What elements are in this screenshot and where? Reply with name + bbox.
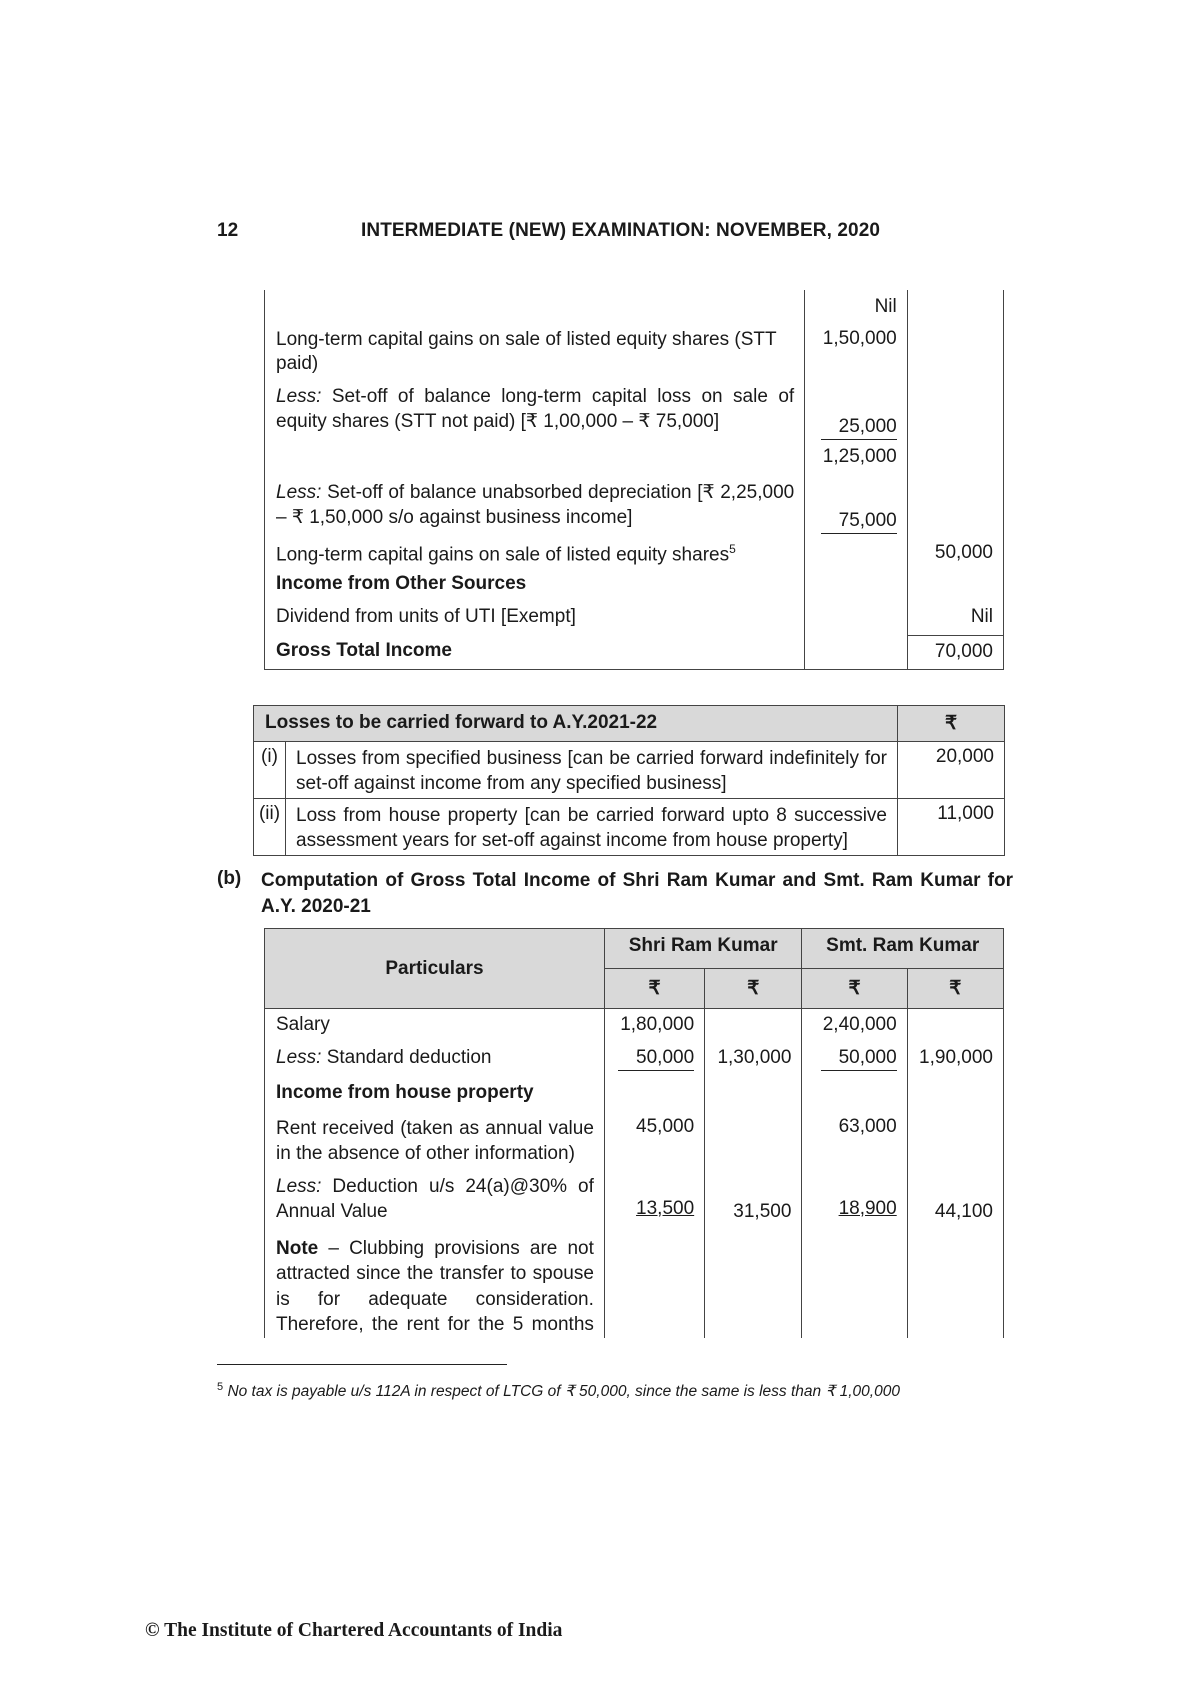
row-particulars: Rent received (taken as annual value in the absence of other information) — [265, 1110, 605, 1168]
row-total — [907, 476, 1003, 536]
row-amount — [805, 380, 908, 442]
losses-header: Losses to be carried forward to A.Y.2021-22 — [254, 706, 898, 742]
footnote-marker: 5 — [217, 1381, 224, 1393]
smt-amount — [802, 1042, 907, 1076]
shri-amount — [604, 1168, 704, 1230]
row-particulars — [265, 442, 805, 476]
smt-amount: 63,000 — [802, 1110, 907, 1168]
smt-total: 44,100 — [907, 1168, 1003, 1230]
page-header-title: INTERMEDIATE (NEW) EXAMINATION: NOVEMBER, 2020 — [361, 220, 881, 241]
row-amount — [805, 536, 908, 569]
table-row — [265, 536, 1004, 569]
note-cell — [265, 1230, 605, 1338]
row-particulars-text: Set-off of balance unabsorbed depreciation [₹ 2,25,000 – ₹ 1,50,000 s/o against business income] — [276, 482, 795, 528]
part-b-label: (b) — [217, 868, 242, 889]
smt-total: 1,90,000 — [907, 1042, 1003, 1076]
row-total: 50,000 — [907, 536, 1003, 569]
smt-total — [907, 1110, 1003, 1168]
table-row — [265, 442, 1004, 476]
less-label: Less: — [276, 482, 322, 503]
currency-header: ₹ — [604, 969, 704, 1009]
table-row — [265, 476, 1004, 536]
shri-amount — [604, 1230, 704, 1338]
shri-amount — [604, 1076, 704, 1110]
table-row — [265, 1042, 1004, 1076]
row-total — [907, 290, 1003, 324]
shri-total — [705, 1230, 802, 1338]
currency-header: ₹ — [802, 969, 907, 1009]
row-amount: 1,50,000 — [805, 324, 908, 380]
footnote-ref: 5 — [729, 542, 736, 556]
table-row — [254, 799, 1005, 856]
smt-amount — [802, 1168, 907, 1230]
row-particulars — [265, 536, 805, 569]
less-label: Less: — [276, 386, 322, 407]
row-amount: 20,000 — [898, 742, 1005, 799]
smt-ram-kumar-header: Smt. Ram Kumar — [802, 929, 1004, 969]
gross-total-income-comparison-table — [264, 928, 1004, 1338]
particulars-header: Particulars — [265, 929, 605, 1009]
note-label: Note — [276, 1237, 319, 1259]
underlined-amount: 75,000 — [821, 510, 897, 534]
row-amount: 11,000 — [898, 799, 1005, 856]
row-particulars — [265, 380, 805, 442]
row-amount — [805, 569, 908, 602]
row-total: Nil — [907, 602, 1003, 635]
row-amount: Nil — [805, 290, 908, 324]
table-row — [265, 1110, 1004, 1168]
row-total — [907, 442, 1003, 476]
losses-carried-forward-table — [253, 705, 1005, 856]
row-number: (i) — [254, 742, 286, 799]
row-number: (ii) — [254, 799, 286, 856]
table-header-row — [254, 706, 1005, 742]
shri-total: 1,30,000 — [705, 1042, 802, 1076]
smt-total — [907, 1230, 1003, 1338]
row-particulars — [265, 476, 805, 536]
copyright-footer: © The Institute of Chartered Accountants of India — [145, 1620, 563, 1641]
row-particulars: Dividend from units of UTI [Exempt] — [265, 602, 805, 635]
row-particulars — [265, 1042, 605, 1076]
shri-total — [705, 1009, 802, 1042]
note-text: – Clubbing provisions are not attracted since the transfer to spouse is for adequate consideration. Therefore, the rent for the 5 months — [276, 1237, 594, 1335]
shri-amount: 45,000 — [604, 1110, 704, 1168]
table-row — [265, 1076, 1004, 1110]
footnote-divider — [217, 1364, 507, 1365]
underlined-amount: 13,500 — [636, 1197, 695, 1219]
smt-amount: 2,40,000 — [802, 1009, 907, 1042]
less-label: Less: — [276, 1175, 322, 1197]
part-b-title: Computation of Gross Total Income of Shri Ram Kumar and Smt. Ram Kumar for A.Y. 2020-21 — [261, 870, 1013, 917]
currency-header: ₹ — [898, 706, 1005, 742]
currency-header: ₹ — [705, 969, 802, 1009]
table-row — [265, 324, 1004, 380]
row-description: Losses from specified business [can be carried forward indefinitely for set-off against income from any specified business] — [286, 742, 898, 799]
row-particulars: Salary — [265, 1009, 605, 1042]
table-row — [254, 742, 1005, 799]
shri-ram-kumar-header: Shri Ram Kumar — [604, 929, 802, 969]
underlined-amount: 50,000 — [821, 1047, 897, 1071]
underlined-amount: 18,900 — [838, 1197, 897, 1219]
row-amount — [805, 602, 908, 635]
smt-total — [907, 1009, 1003, 1042]
table-row — [265, 1168, 1004, 1230]
row-particulars: Long-term capital gains on sale of listed equity shares (STT paid) — [265, 324, 805, 380]
section-heading: Income from house property — [265, 1076, 605, 1110]
row-amount — [805, 635, 908, 669]
row-particulars — [265, 1168, 605, 1230]
row-particulars-text: Set-off of balance long-term capital loss on sale of equity shares (STT not paid) [₹ 1,00,000 – ₹ 75,000] — [276, 386, 795, 432]
table-row — [265, 290, 1004, 324]
row-particulars-text: Long-term capital gains on sale of listed equity shares — [276, 544, 730, 566]
smt-total — [907, 1076, 1003, 1110]
shri-total — [705, 1076, 802, 1110]
page-number: 12 — [217, 220, 239, 241]
row-particulars — [265, 290, 805, 324]
currency-header: ₹ — [907, 969, 1003, 1009]
less-label: Less: — [276, 1046, 322, 1068]
income-computation-table-continued — [264, 290, 1004, 670]
table-header-row — [265, 929, 1004, 969]
row-particulars-text: Deduction u/s 24(a)@30% of Annual Value — [276, 1175, 594, 1222]
shri-total — [705, 1110, 802, 1168]
table-row — [265, 1230, 1004, 1338]
shri-total: 31,500 — [705, 1168, 802, 1230]
table-row — [265, 569, 1004, 602]
section-heading: Income from Other Sources — [265, 569, 805, 602]
gross-total-label: Gross Total Income — [265, 635, 805, 669]
table-row — [265, 635, 1004, 669]
row-total — [907, 380, 1003, 442]
row-total — [907, 569, 1003, 602]
smt-amount — [802, 1076, 907, 1110]
footnote — [217, 1381, 900, 1401]
table-row — [265, 1009, 1004, 1042]
row-particulars-text: Standard deduction — [321, 1046, 492, 1068]
smt-amount — [802, 1230, 907, 1338]
row-total — [907, 324, 1003, 380]
table-row — [265, 380, 1004, 442]
underlined-amount: 50,000 — [618, 1047, 694, 1071]
gross-total-value: 70,000 — [907, 635, 1003, 669]
row-amount: 1,25,000 — [805, 442, 908, 476]
shri-amount: 1,80,000 — [604, 1009, 704, 1042]
shri-amount — [604, 1042, 704, 1076]
table-row — [265, 602, 1004, 635]
footnote-text: No tax is payable u/s 112A in respect of LTCG of ₹ 50,000, since the same is less than ₹ 1,00,000 — [227, 1383, 900, 1401]
row-description: Loss from house property [can be carried forward upto 8 successive assessment years for set-off against income from house property] — [286, 799, 898, 856]
row-amount — [805, 476, 908, 536]
underlined-amount: 25,000 — [821, 416, 897, 440]
